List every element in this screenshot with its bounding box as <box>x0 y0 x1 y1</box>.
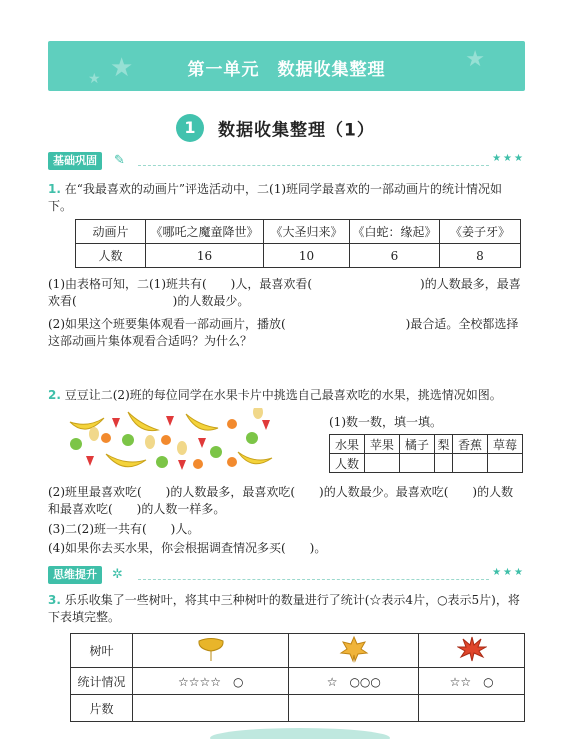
table-cell: 草莓 <box>488 435 523 454</box>
table-row <box>71 668 525 695</box>
apple-icon <box>70 438 82 450</box>
answer-cell[interactable] <box>289 695 419 722</box>
table-cell: 16 <box>146 244 264 268</box>
banana-icon <box>128 412 158 431</box>
question-1: 1. 在“我最喜欢的动画片”评选活动中，二(1)班同学最喜欢的一部动画片的统计情况如下。 <box>48 182 503 213</box>
page-bottom-decoration <box>210 728 390 739</box>
section-label: 思维提升 <box>48 566 102 584</box>
table-cell: 《哪吒之魔童降世》 <box>146 220 264 244</box>
unit-banner <box>48 41 525 91</box>
table-cell: 《姜子牙》 <box>440 220 521 244</box>
star-decor-icon: ★ <box>110 53 134 83</box>
table-row <box>76 244 521 268</box>
divider <box>138 579 489 580</box>
banana-icon <box>70 418 104 429</box>
banana-icon <box>238 452 272 464</box>
pear-icon <box>177 441 187 455</box>
table-cell: 动画片 <box>76 220 146 244</box>
question-2-part-4: (4)如果你去买水果，你会根据调查情况多买( )。 <box>48 541 327 555</box>
table-cell: 梨 <box>434 435 452 454</box>
question-2-part-2: (2)班里最喜欢吃( )的人数最多，最喜欢吃( )的人数最少。最喜欢吃( )的人数和最喜欢吃( )的人数一样多。 <box>48 485 514 516</box>
difficulty-stars: ★★★ <box>492 567 525 578</box>
answer-cell[interactable] <box>488 454 523 473</box>
table-cell: ☆ ○○○ <box>289 668 419 695</box>
difficulty-stars: ★★★ <box>492 153 525 164</box>
question-number: 3 <box>48 593 57 607</box>
apple-icon <box>156 456 168 468</box>
pear-icon <box>89 427 99 441</box>
table-cell: ☆☆☆☆ ○ <box>133 668 289 695</box>
pear-icon <box>145 435 155 449</box>
strawberry-icon <box>166 416 174 426</box>
section-label: 基础巩固 <box>48 152 102 170</box>
question-2-part-1: (1)数一数，填一填。 <box>329 415 442 429</box>
answer-cell[interactable] <box>453 454 488 473</box>
question-2: 2. 豆豆让二(2)班的每位同学在水果卡片中挑选自己最喜欢吃的水果，挑选情况如图。 <box>48 388 502 402</box>
answer-cell[interactable] <box>133 695 289 722</box>
question-text: 在“我最喜欢的动画片”评选活动中，二(1)班同学最喜欢的一部动画片的统计情况如下。 <box>48 182 503 213</box>
table-cell: 《白蛇：缘起》 <box>350 220 440 244</box>
table-cell: 统计情况 <box>71 668 133 695</box>
leaf-cell <box>289 634 419 668</box>
orange-icon <box>227 419 237 429</box>
table-cell: 人数 <box>330 454 365 473</box>
table-cell: ☆☆ ○ <box>419 668 525 695</box>
question-number: 2 <box>48 388 57 402</box>
answer-cell[interactable] <box>434 454 452 473</box>
lesson-heading <box>176 114 375 142</box>
strawberry-icon <box>178 460 186 470</box>
question-1-part-2: (2)如果这个班要集体观看一部动画片，播放( )最合适。全校都选择这部动画片集体观看合适吗？为什么？ <box>48 317 519 348</box>
red-maple-leaf-icon <box>457 635 487 663</box>
table-cell: 片数 <box>71 695 133 722</box>
table-cell: 水果 <box>330 435 365 454</box>
section-advanced <box>48 566 525 584</box>
orange-icon <box>193 459 203 469</box>
table-cell: 10 <box>264 244 350 268</box>
table-row <box>71 695 525 722</box>
pear-icon <box>253 408 263 419</box>
orange-icon <box>227 457 237 467</box>
table-cell: 树叶 <box>71 634 133 668</box>
table-row <box>76 220 521 244</box>
apple-icon <box>246 432 258 444</box>
strawberry-icon <box>112 418 120 428</box>
orange-icon <box>101 433 111 443</box>
fruit-table <box>329 434 523 473</box>
question-1-part-1: (1)由表格可知，二(1)班共有( )人，最喜欢看( )的人数最多，最喜欢看( )的人数最少。 <box>48 277 521 308</box>
question-text: 豆豆让二(2)班的每位同学在水果卡片中挑选自己最喜欢吃的水果，挑选情况如图。 <box>64 388 502 402</box>
fruit-cards-image <box>66 408 276 480</box>
table-cell: 6 <box>350 244 440 268</box>
question-text: 乐乐收集了一些树叶，将其中三种树叶的数量进行了统计(☆表示4片，○表示5片)，将下表填完整。 <box>48 593 520 624</box>
apple-icon <box>122 434 134 446</box>
maple-leaf-icon <box>339 635 369 663</box>
lesson-title: 数据收集整理（1） <box>218 120 375 141</box>
table-cell: 8 <box>440 244 521 268</box>
table-cell: 苹果 <box>364 435 399 454</box>
answer-cell[interactable] <box>399 454 434 473</box>
table-cell: 橘子 <box>399 435 434 454</box>
banana-icon <box>106 454 146 467</box>
answer-cell[interactable] <box>419 695 525 722</box>
orange-icon <box>161 435 171 445</box>
table-row <box>71 634 525 668</box>
table-row <box>330 454 523 473</box>
pencil-icon: ✎ <box>114 153 125 168</box>
sparkle-icon: ✲ <box>112 567 123 582</box>
divider <box>138 165 489 166</box>
answer-cell[interactable] <box>364 454 399 473</box>
leaf-cell <box>133 634 289 668</box>
table-cell: 人数 <box>76 244 146 268</box>
section-basic <box>48 152 525 170</box>
question-3: 3. 乐乐收集了一些树叶，将其中三种树叶的数量进行了统计(☆表示4片，○表示5片)，将下表填完整。 <box>48 593 520 624</box>
strawberry-icon <box>198 438 206 448</box>
star-decor-icon: ★ <box>88 71 101 87</box>
table-row <box>330 435 523 454</box>
ginkgo-leaf-icon <box>196 635 226 663</box>
apple-icon <box>210 446 222 458</box>
star-decor-icon: ★ <box>465 47 485 72</box>
question-2-part-3: (3)二(2)班一共有( )人。 <box>48 522 200 536</box>
unit-title: 第一单元 数据收集整理 <box>187 60 386 80</box>
table-cell: 《大圣归来》 <box>264 220 350 244</box>
cartoon-table <box>75 219 521 268</box>
question-number: 1 <box>48 182 57 196</box>
table-cell: 香蕉 <box>453 435 488 454</box>
strawberry-icon <box>86 456 94 466</box>
lesson-number: 1 <box>176 114 204 142</box>
leaf-table <box>70 633 525 722</box>
strawberry-icon <box>262 420 270 430</box>
leaf-cell <box>419 634 525 668</box>
banana-icon <box>186 414 218 430</box>
